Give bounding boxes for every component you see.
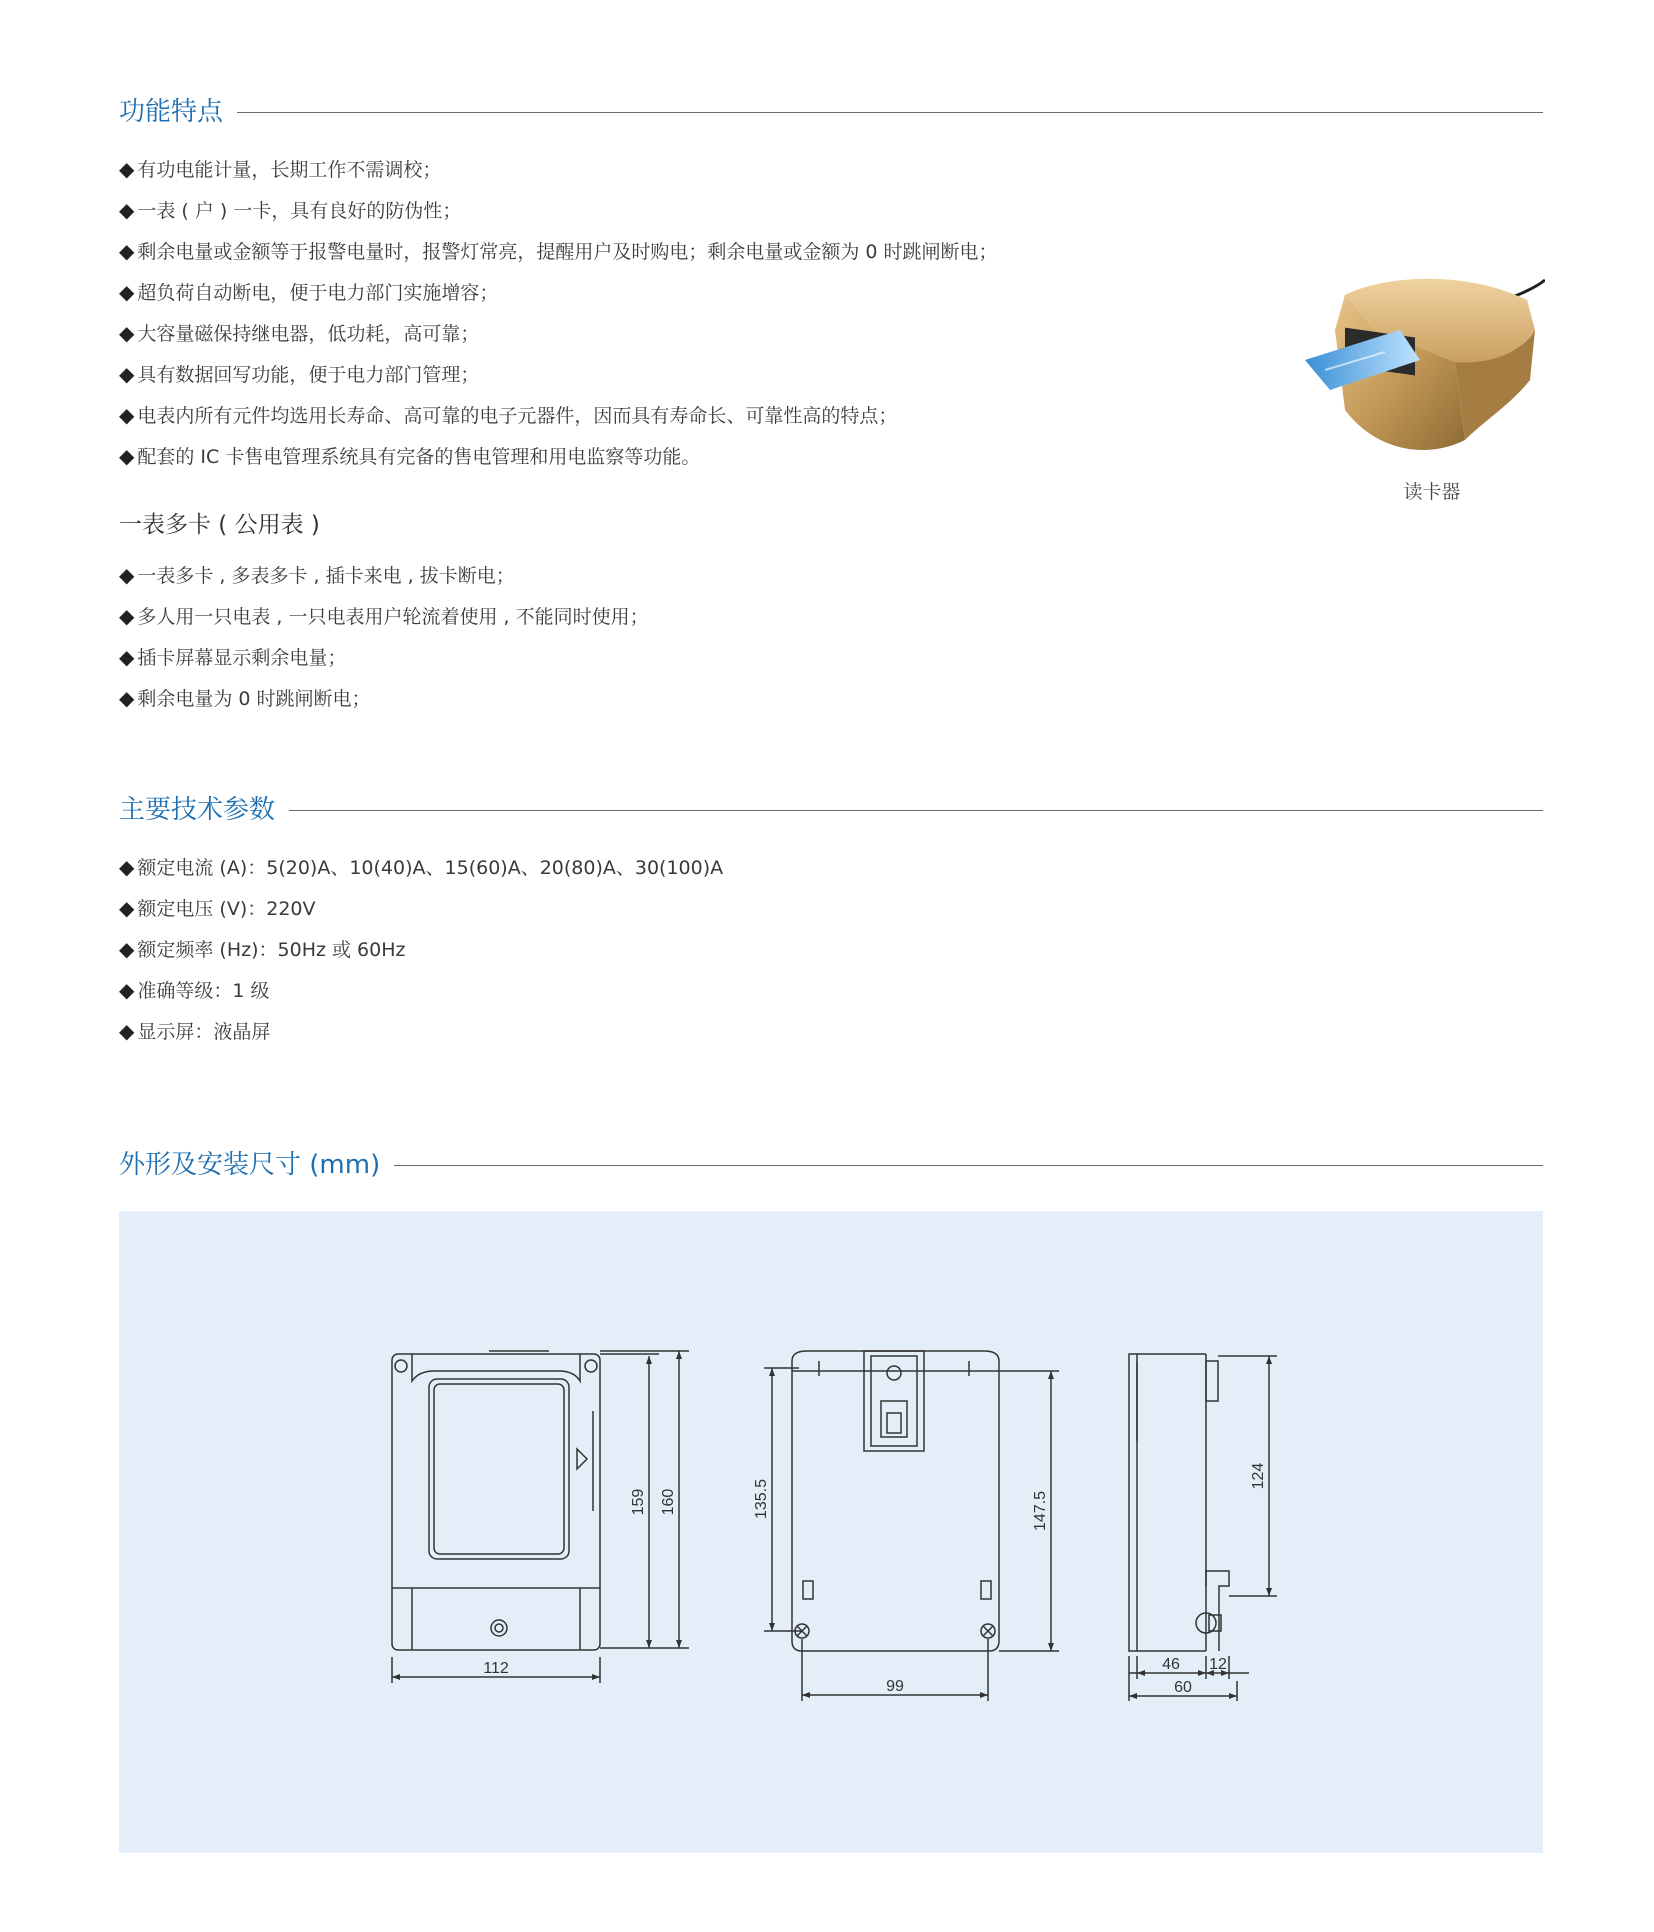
list-item xyxy=(119,555,649,596)
item-text: 配套的 IC 卡售电管理系统具有完备的售电管理和用电监察等功能。 xyxy=(137,446,701,468)
specs-rule xyxy=(289,810,1543,811)
specs-heading xyxy=(119,797,1543,823)
list-item xyxy=(119,929,723,970)
bullet-diamond-icon: ◆ xyxy=(119,978,135,1002)
side-depth-total-label: 60 xyxy=(1174,1679,1192,1696)
list-item xyxy=(119,149,998,190)
back-height-left-label: 135.5 xyxy=(753,1478,770,1520)
specs-title: 主要技术参数 xyxy=(119,795,276,825)
front-width-label: 112 xyxy=(483,1660,509,1677)
item-text: 插卡屏幕显示剩余电量； xyxy=(137,647,347,669)
dimensions-title: 外形及安装尺寸 (mm) xyxy=(119,1150,381,1180)
back-height-right-label: 147.5 xyxy=(1032,1490,1049,1532)
side-height-label: 124 xyxy=(1250,1462,1267,1490)
features-heading xyxy=(119,99,1543,125)
bullet-diamond-icon: ◆ xyxy=(119,280,135,304)
bullet-diamond-icon: ◆ xyxy=(119,198,135,222)
dimension-drawing-panel xyxy=(119,1211,1543,1853)
list-item xyxy=(119,637,649,678)
side-depth-a-label: 46 xyxy=(1162,1656,1180,1673)
list-item xyxy=(119,313,998,354)
multi-card-title: 一表多卡 ( 公用表 ) xyxy=(119,512,320,538)
dimensions-rule xyxy=(394,1165,1543,1166)
bullet-diamond-icon: ◆ xyxy=(119,321,135,345)
item-text: 一表 ( 户 ) 一卡，具有良好的防伪性； xyxy=(137,200,462,222)
list-item xyxy=(119,847,723,888)
side-depth-b-label: 12 xyxy=(1209,1656,1227,1673)
list-item xyxy=(119,190,998,231)
item-text: 电表内所有元件均选用长寿命、高可靠的电子元器件，因而具有寿命长、可靠性高的特点； xyxy=(137,405,898,427)
item-text: 有功电能计量，长期工作不需调校； xyxy=(137,159,442,181)
dimension-arrows xyxy=(392,1351,1272,1699)
bullet-diamond-icon: ◆ xyxy=(119,604,135,628)
front-view xyxy=(392,1351,689,1683)
list-item xyxy=(119,354,998,395)
card-reader-image xyxy=(1305,270,1545,470)
bullet-diamond-icon: ◆ xyxy=(119,645,135,669)
item-text: 一表多卡 , 多表多卡 , 插卡来电 , 拔卡断电； xyxy=(137,565,515,587)
specs-list xyxy=(119,847,723,1052)
side-view xyxy=(1129,1354,1277,1701)
item-text: 剩余电量为 0 时跳闸断电； xyxy=(137,688,371,710)
item-text: 剩余电量或金额等于报警电量时，报警灯常亮，提醒用户及时购电；剩余电量或金额为 0 时跳闸断电； xyxy=(137,241,998,263)
bullet-diamond-icon: ◆ xyxy=(119,937,135,961)
bullet-diamond-icon: ◆ xyxy=(119,896,135,920)
item-text: 额定频率 (Hz)：50Hz 或 60Hz xyxy=(137,939,406,961)
list-item xyxy=(119,970,723,1011)
bullet-diamond-icon: ◆ xyxy=(119,444,135,468)
multi-card-list xyxy=(119,555,649,719)
list-item xyxy=(119,596,649,637)
bullet-diamond-icon: ◆ xyxy=(119,403,135,427)
bullet-diamond-icon: ◆ xyxy=(119,239,135,263)
list-item xyxy=(119,231,998,272)
list-item xyxy=(119,272,998,313)
features-list xyxy=(119,149,998,477)
item-text: 超负荷自动断电，便于电力部门实施增容； xyxy=(137,282,499,304)
list-item xyxy=(119,436,998,477)
item-text: 额定电流 (A)：5(20)A、10(40)A、15(60)A、20(80)A、30(100)A xyxy=(137,857,724,879)
list-item xyxy=(119,678,649,719)
features-rule xyxy=(237,112,1543,113)
back-view xyxy=(764,1351,1059,1701)
bullet-diamond-icon: ◆ xyxy=(119,1019,135,1043)
dimensions-heading xyxy=(119,1152,1543,1178)
bullet-diamond-icon: ◆ xyxy=(119,563,135,587)
item-text: 大容量磁保持继电器，低功耗，高可靠； xyxy=(137,323,480,345)
front-height-inner-label: 159 xyxy=(630,1488,647,1516)
list-item xyxy=(119,395,998,436)
features-title: 功能特点 xyxy=(119,97,224,127)
dimension-drawing xyxy=(119,1211,1543,1853)
item-text: 额定电压 (V)：220V xyxy=(137,898,316,920)
item-text: 准确等级：1 级 xyxy=(137,980,270,1002)
item-text: 显示屏：液晶屏 xyxy=(137,1021,271,1043)
item-text: 具有数据回写功能，便于电力部门管理； xyxy=(137,364,480,386)
bullet-diamond-icon: ◆ xyxy=(119,855,135,879)
front-height-outer-label: 160 xyxy=(660,1488,677,1516)
bullet-diamond-icon: ◆ xyxy=(119,157,135,181)
back-hole-spacing-label: 99 xyxy=(886,1678,904,1695)
bullet-diamond-icon: ◆ xyxy=(119,686,135,710)
list-item xyxy=(119,1011,723,1052)
item-text: 多人用一只电表 , 一只电表用户轮流着使用 , 不能同时使用； xyxy=(137,606,649,628)
bullet-diamond-icon: ◆ xyxy=(119,362,135,386)
list-item xyxy=(119,888,723,929)
card-reader-caption: 读卡器 xyxy=(1403,481,1461,503)
